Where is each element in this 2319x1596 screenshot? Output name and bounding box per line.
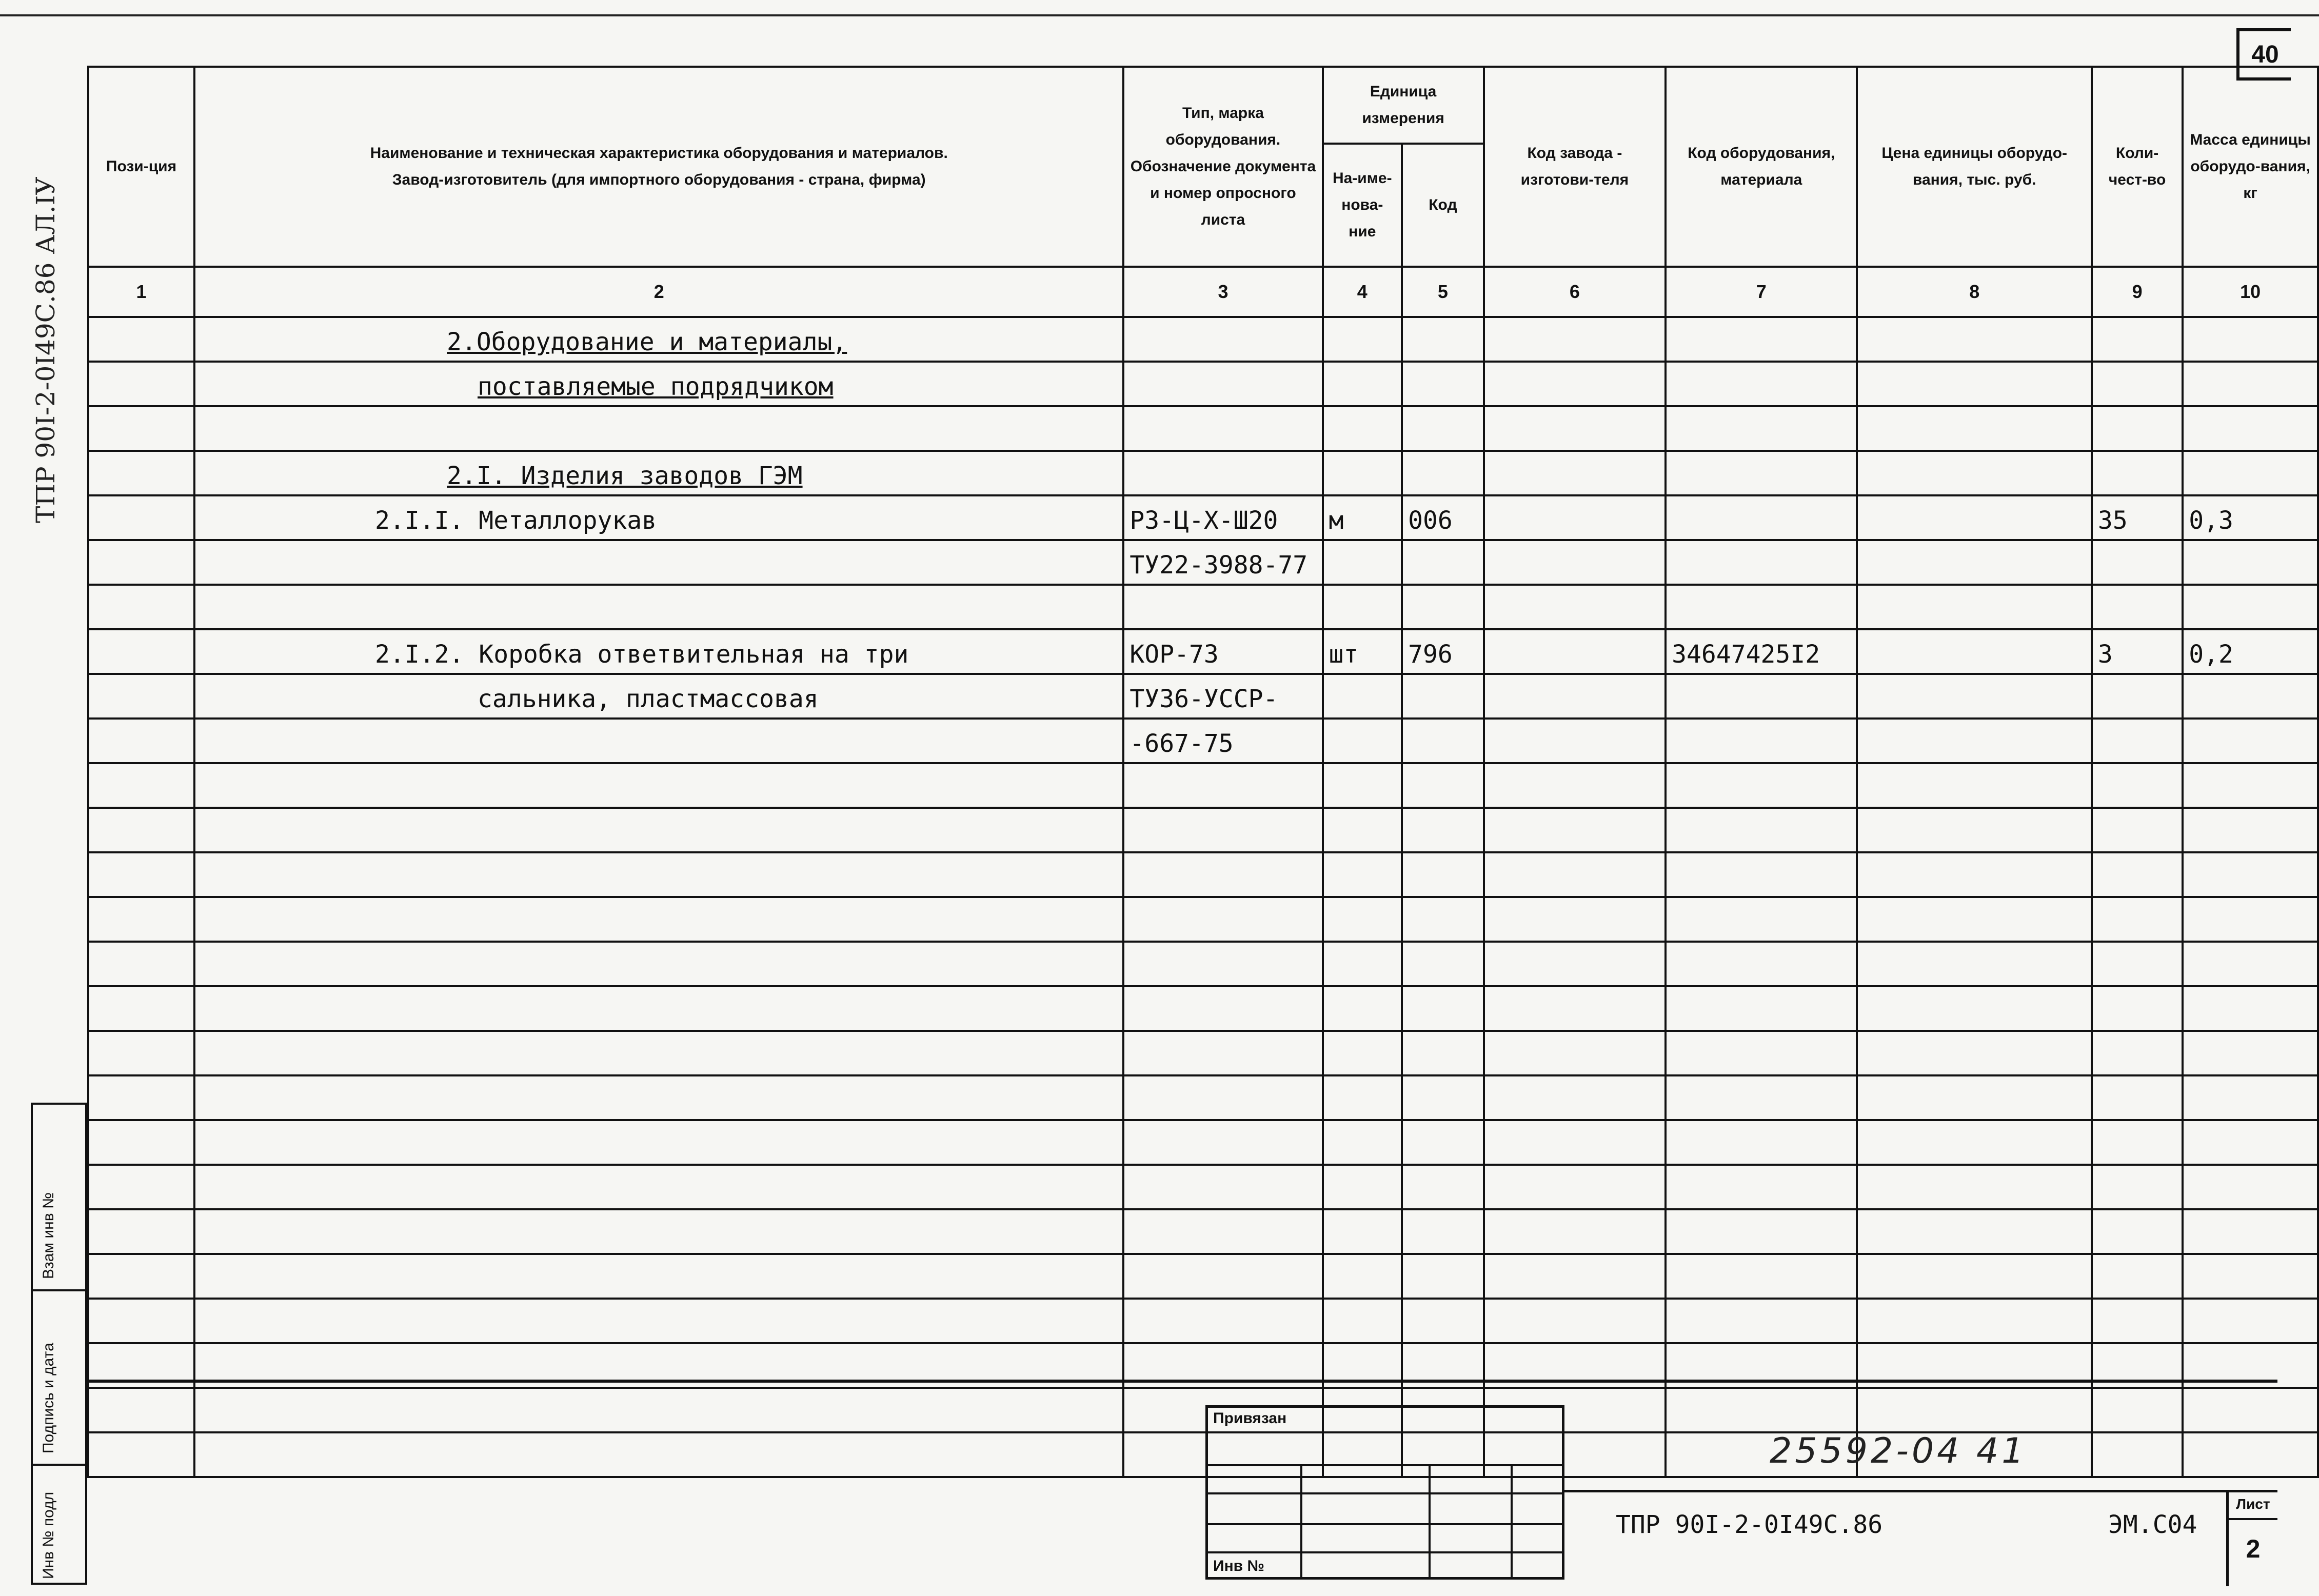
cell-type <box>1123 1165 1322 1209</box>
table-row <box>88 1209 2318 1254</box>
specification-table <box>87 66 2319 1478</box>
cell-plant <box>1484 362 1666 406</box>
cell-code: 796 <box>1402 629 1484 674</box>
attached-label: Привязан <box>1213 1410 1287 1427</box>
cell-qty <box>2092 451 2183 495</box>
cell-mass <box>2183 362 2318 406</box>
cell-mass <box>2183 1031 2318 1075</box>
cell-name: 2.I. Изделия заводов ГЭМ <box>194 451 1123 495</box>
cell-code <box>1402 1209 1484 1254</box>
table-row <box>88 406 2318 451</box>
cell-qty <box>2092 585 2183 629</box>
sheet-number: 2 <box>2246 1534 2261 1563</box>
cell-price <box>1857 495 2091 540</box>
cell-equip <box>1666 1254 1857 1299</box>
cell-mass <box>2183 1165 2318 1209</box>
cell-name: 2.I.I. Металлорукав <box>194 495 1123 540</box>
cell-price <box>1857 897 2091 942</box>
cell-price <box>1857 719 2091 763</box>
cell-position <box>88 1299 194 1343</box>
cell-price <box>1857 674 2091 719</box>
cell-name <box>194 852 1123 897</box>
side-stamp-text: ТПР 90I-2-0I49С.86 АЛ.IУ <box>31 176 61 523</box>
cell-qty <box>2092 1120 2183 1165</box>
cell-unit <box>1323 763 1402 808</box>
cell-type <box>1123 942 1322 986</box>
cell-unit <box>1323 897 1402 942</box>
cell-equip <box>1666 317 1857 362</box>
cell-type <box>1123 986 1322 1031</box>
cell-type <box>1123 1120 1322 1165</box>
cell-plant <box>1484 852 1666 897</box>
cell-plant <box>1484 629 1666 674</box>
cell-unit <box>1323 585 1402 629</box>
cell-name <box>194 1254 1123 1299</box>
cell-type: ТУ22-3988-77 <box>1123 540 1322 585</box>
col-number: 7 <box>1666 267 1857 317</box>
cell-name <box>194 540 1123 585</box>
cell-unit <box>1323 317 1402 362</box>
table-row <box>88 1165 2318 1209</box>
cell-type <box>1123 362 1322 406</box>
col-number: 2 <box>194 267 1123 317</box>
cell-code <box>1402 585 1484 629</box>
cell-mass <box>2183 674 2318 719</box>
cell-mass <box>2183 540 2318 585</box>
table-row <box>88 1075 2318 1120</box>
cell-name: 2.Оборудование и материалы, <box>194 317 1123 362</box>
cell-equip <box>1666 852 1857 897</box>
cell-plant <box>1484 1254 1666 1299</box>
cell-position <box>88 719 194 763</box>
cell-price <box>1857 317 2091 362</box>
cell-price <box>1857 585 2091 629</box>
cell-qty <box>2092 1299 2183 1343</box>
project-code: ТПР 90I-2-0I49С.86 <box>1616 1510 1883 1539</box>
cell-plant <box>1484 451 1666 495</box>
cell-price <box>1857 763 2091 808</box>
cell-position <box>88 406 194 451</box>
cell-position <box>88 808 194 852</box>
cell-mass <box>2183 1120 2318 1165</box>
table-row <box>88 585 2318 629</box>
side-label-inv-orig: Инв № подл <box>40 1491 57 1579</box>
cell-qty <box>2092 1254 2183 1299</box>
cell-mass: 0,3 <box>2183 495 2318 540</box>
header-plant-code: Код завода - изготови-теля <box>1484 67 1666 267</box>
header-type: Тип, марка оборудования. Обозначение документа и номер опросного листа <box>1123 67 1322 267</box>
header-name-line2: Завод-изготовитель (для импортного оборудования - страна, фирма) <box>392 171 926 188</box>
cell-plant <box>1484 585 1666 629</box>
cell-qty <box>2092 942 2183 986</box>
cell-qty <box>2092 808 2183 852</box>
cell-mass <box>2183 986 2318 1031</box>
cell-price <box>1857 1299 2091 1343</box>
cell-type <box>1123 317 1322 362</box>
cell-type <box>1123 585 1322 629</box>
cell-code <box>1402 852 1484 897</box>
cell-qty <box>2092 1031 2183 1075</box>
cell-code <box>1402 1031 1484 1075</box>
cell-unit <box>1323 942 1402 986</box>
cell-position <box>88 451 194 495</box>
cell-qty <box>2092 317 2183 362</box>
cell-name <box>194 942 1123 986</box>
table-row <box>88 540 2318 585</box>
cell-type <box>1123 897 1322 942</box>
cell-plant <box>1484 495 1666 540</box>
table-row <box>88 897 2318 942</box>
cell-qty <box>2092 362 2183 406</box>
cell-plant <box>1484 1209 1666 1254</box>
cell-plant <box>1484 1299 1666 1343</box>
cell-position <box>88 540 194 585</box>
cell-code <box>1402 808 1484 852</box>
header-mass: Масса единицы оборудо-вания, кг <box>2183 67 2318 267</box>
cell-code <box>1402 942 1484 986</box>
cell-name <box>194 808 1123 852</box>
cell-name <box>194 1031 1123 1075</box>
attachment-block <box>1205 1405 1564 1580</box>
cell-position <box>88 852 194 897</box>
cell-equip <box>1666 495 1857 540</box>
cell-unit <box>1323 986 1402 1031</box>
cell-unit <box>1323 1120 1402 1165</box>
cell-code <box>1402 451 1484 495</box>
cell-price <box>1857 406 2091 451</box>
cell-code <box>1402 540 1484 585</box>
cell-price <box>1857 1120 2091 1165</box>
table-row <box>88 808 2318 852</box>
cell-position <box>88 674 194 719</box>
cell-plant <box>1484 1075 1666 1120</box>
table-row <box>88 317 2318 362</box>
cell-position <box>88 585 194 629</box>
cell-type: -667-75 <box>1123 719 1322 763</box>
col-number: 9 <box>2092 267 2183 317</box>
cell-qty <box>2092 674 2183 719</box>
cell-equip <box>1666 1120 1857 1165</box>
cell-equip <box>1666 763 1857 808</box>
table-row <box>88 763 2318 808</box>
cell-unit <box>1323 719 1402 763</box>
top-border-line <box>0 14 2319 16</box>
cell-qty <box>2092 540 2183 585</box>
col-number: 4 <box>1323 267 1402 317</box>
cell-qty <box>2092 1209 2183 1254</box>
cell-name <box>194 986 1123 1031</box>
cell-name <box>194 1165 1123 1209</box>
cell-equip <box>1666 808 1857 852</box>
inv-no-label: Инв № <box>1213 1558 1264 1574</box>
cell-name <box>194 763 1123 808</box>
header-position: Пози-ция <box>88 67 194 267</box>
table-row <box>88 719 2318 763</box>
header-unit-name: На-име-нова-ние <box>1323 144 1402 267</box>
cell-mass <box>2183 897 2318 942</box>
cell-price <box>1857 362 2091 406</box>
cell-mass <box>2183 406 2318 451</box>
cell-mass <box>2183 719 2318 763</box>
document-mark: ЭМ.С04 <box>2108 1510 2197 1539</box>
cell-code <box>1402 1120 1484 1165</box>
table-row <box>88 1254 2318 1299</box>
cell-mass <box>2183 1075 2318 1120</box>
cell-plant <box>1484 1031 1666 1075</box>
cell-qty <box>2092 406 2183 451</box>
cell-name <box>194 1075 1123 1120</box>
table-row <box>88 674 2318 719</box>
cell-plant <box>1484 719 1666 763</box>
cell-plant <box>1484 406 1666 451</box>
cell-name <box>194 585 1123 629</box>
table-row <box>88 629 2318 674</box>
cell-type <box>1123 763 1322 808</box>
cell-mass <box>2183 451 2318 495</box>
cell-plant <box>1484 986 1666 1031</box>
cell-plant <box>1484 1120 1666 1165</box>
cell-unit: шт <box>1323 629 1402 674</box>
col-number: 6 <box>1484 267 1666 317</box>
cell-equip <box>1666 1209 1857 1254</box>
cell-type <box>1123 1254 1322 1299</box>
side-signature-table <box>31 1103 87 1585</box>
table-row <box>88 1299 2318 1343</box>
cell-unit <box>1323 451 1402 495</box>
cell-mass <box>2183 317 2318 362</box>
cell-plant <box>1484 763 1666 808</box>
cell-unit <box>1323 1075 1402 1120</box>
table-row <box>88 852 2318 897</box>
cell-unit <box>1323 1031 1402 1075</box>
header-quantity: Коли-чест-во <box>2092 67 2183 267</box>
cell-equip <box>1666 1299 1857 1343</box>
table-row <box>88 1120 2318 1165</box>
cell-price <box>1857 1165 2091 1209</box>
cell-price <box>1857 540 2091 585</box>
cell-type <box>1123 852 1322 897</box>
cell-qty <box>2092 986 2183 1031</box>
col-number: 5 <box>1402 267 1484 317</box>
header-name-line1: Наименование и техническая характеристика оборудования и материалов. <box>370 145 948 162</box>
cell-mass <box>2183 942 2318 986</box>
cell-name <box>194 1120 1123 1165</box>
col-number: 8 <box>1857 267 2091 317</box>
cell-mass <box>2183 585 2318 629</box>
cell-plant <box>1484 808 1666 852</box>
cell-type: КОР-73 <box>1123 629 1322 674</box>
col-number: 10 <box>2183 267 2318 317</box>
cell-name <box>194 406 1123 451</box>
cell-name <box>194 1299 1123 1343</box>
cell-name: поставляемые подрядчиком <box>194 362 1123 406</box>
cell-mass <box>2183 1209 2318 1254</box>
cell-unit <box>1323 406 1402 451</box>
cell-price <box>1857 1031 2091 1075</box>
cell-position <box>88 317 194 362</box>
cell-price <box>1857 986 2091 1031</box>
cell-unit <box>1323 808 1402 852</box>
cell-plant <box>1484 942 1666 986</box>
header-equipment-code: Код оборудования, материала <box>1666 67 1857 267</box>
cell-unit: м <box>1323 495 1402 540</box>
cell-equip <box>1666 362 1857 406</box>
cell-name <box>194 897 1123 942</box>
cell-code <box>1402 1299 1484 1343</box>
page-number: 40 <box>2236 28 2291 81</box>
table-row <box>88 986 2318 1031</box>
cell-equip <box>1666 585 1857 629</box>
cell-type <box>1123 1299 1322 1343</box>
cell-price <box>1857 1254 2091 1299</box>
title-block <box>87 1380 2277 1586</box>
cell-position <box>88 986 194 1031</box>
header-unit: Единица измерения <box>1323 67 1484 144</box>
cell-equip <box>1666 1031 1857 1075</box>
cell-position <box>88 1075 194 1120</box>
table-row <box>88 1031 2318 1075</box>
side-cell-inv-replace <box>33 1105 85 1291</box>
cell-unit <box>1323 1209 1402 1254</box>
cell-unit <box>1323 852 1402 897</box>
cell-unit <box>1323 1299 1402 1343</box>
cell-position <box>88 1165 194 1209</box>
cell-qty <box>2092 719 2183 763</box>
cell-plant <box>1484 1165 1666 1209</box>
cell-price <box>1857 852 2091 897</box>
sheet-label: Лист <box>2229 1490 2277 1520</box>
cell-price <box>1857 808 2091 852</box>
cell-mass <box>2183 1299 2318 1343</box>
cell-mass <box>2183 763 2318 808</box>
cell-position <box>88 942 194 986</box>
cell-equip <box>1666 406 1857 451</box>
cell-name: сальника, пластмассовая <box>194 674 1123 719</box>
cell-position <box>88 897 194 942</box>
cell-position <box>88 1031 194 1075</box>
cell-mass <box>2183 1254 2318 1299</box>
cell-unit <box>1323 1165 1402 1209</box>
cell-equip <box>1666 719 1857 763</box>
cell-type <box>1123 1031 1322 1075</box>
cell-position <box>88 629 194 674</box>
cell-equip <box>1666 897 1857 942</box>
header-name <box>194 67 1123 267</box>
table-row <box>88 451 2318 495</box>
cell-unit <box>1323 674 1402 719</box>
cell-equip <box>1666 540 1857 585</box>
cell-plant <box>1484 540 1666 585</box>
cell-qty <box>2092 897 2183 942</box>
cell-type: РЗ-Ц-Х-Ш20 <box>1123 495 1322 540</box>
cell-unit <box>1323 362 1402 406</box>
handwritten-doc-number: 25592-04 41 <box>1770 1431 2027 1471</box>
header-price: Цена единицы оборудо-вания, тыс. руб. <box>1857 67 2091 267</box>
cell-plant <box>1484 897 1666 942</box>
cell-unit <box>1323 540 1402 585</box>
cell-code <box>1402 1075 1484 1120</box>
cell-type <box>1123 1209 1322 1254</box>
cell-unit <box>1323 1254 1402 1299</box>
cell-price <box>1857 629 2091 674</box>
cell-price <box>1857 1209 2091 1254</box>
cell-equip <box>1666 986 1857 1031</box>
cell-equip <box>1666 942 1857 986</box>
cell-qty: 35 <box>2092 495 2183 540</box>
table-row <box>88 362 2318 406</box>
cell-equip: 34647425I2 <box>1666 629 1857 674</box>
cell-position <box>88 1120 194 1165</box>
cell-type <box>1123 1075 1322 1120</box>
cell-mass <box>2183 808 2318 852</box>
cell-position <box>88 763 194 808</box>
cell-name <box>194 719 1123 763</box>
cell-name <box>194 1209 1123 1254</box>
cell-equip <box>1666 1075 1857 1120</box>
col-number: 3 <box>1123 267 1322 317</box>
cell-code <box>1402 406 1484 451</box>
table-row <box>88 495 2318 540</box>
cell-plant <box>1484 674 1666 719</box>
cell-mass <box>2183 852 2318 897</box>
cell-equip <box>1666 451 1857 495</box>
cell-type <box>1123 451 1322 495</box>
cell-position <box>88 1209 194 1254</box>
cell-code <box>1402 317 1484 362</box>
sheet-box <box>2226 1490 2277 1586</box>
cell-position <box>88 495 194 540</box>
side-label-sign-date: Подпись и дата <box>40 1343 57 1453</box>
cell-code <box>1402 1254 1484 1299</box>
cell-price <box>1857 1075 2091 1120</box>
cell-qty: 3 <box>2092 629 2183 674</box>
cell-code <box>1402 763 1484 808</box>
cell-qty <box>2092 763 2183 808</box>
cell-qty <box>2092 1075 2183 1120</box>
cell-price <box>1857 942 2091 986</box>
side-cell-inv-orig <box>33 1464 85 1585</box>
cell-mass: 0,2 <box>2183 629 2318 674</box>
side-cell-sign-date <box>33 1289 85 1466</box>
cell-position <box>88 1254 194 1299</box>
cell-equip <box>1666 674 1857 719</box>
cell-code <box>1402 897 1484 942</box>
cell-code <box>1402 719 1484 763</box>
col-number: 1 <box>88 267 194 317</box>
cell-code <box>1402 362 1484 406</box>
cell-code <box>1402 986 1484 1031</box>
cell-position <box>88 362 194 406</box>
cell-code: 006 <box>1402 495 1484 540</box>
cell-plant <box>1484 317 1666 362</box>
title-block-divider <box>1564 1490 2277 1492</box>
header-unit-code: Код <box>1402 144 1484 267</box>
cell-type <box>1123 808 1322 852</box>
cell-price <box>1857 451 2091 495</box>
cell-code <box>1402 674 1484 719</box>
cell-name: 2.I.2. Коробка ответвительная на три <box>194 629 1123 674</box>
cell-type <box>1123 406 1322 451</box>
table-row <box>88 942 2318 986</box>
cell-type: ТУ36-УССР- <box>1123 674 1322 719</box>
cell-equip <box>1666 1165 1857 1209</box>
side-stamp <box>31 72 87 533</box>
side-label-inv-replace: Взам инв № <box>40 1192 57 1279</box>
cell-qty <box>2092 852 2183 897</box>
cell-qty <box>2092 1165 2183 1209</box>
cell-code <box>1402 1165 1484 1209</box>
